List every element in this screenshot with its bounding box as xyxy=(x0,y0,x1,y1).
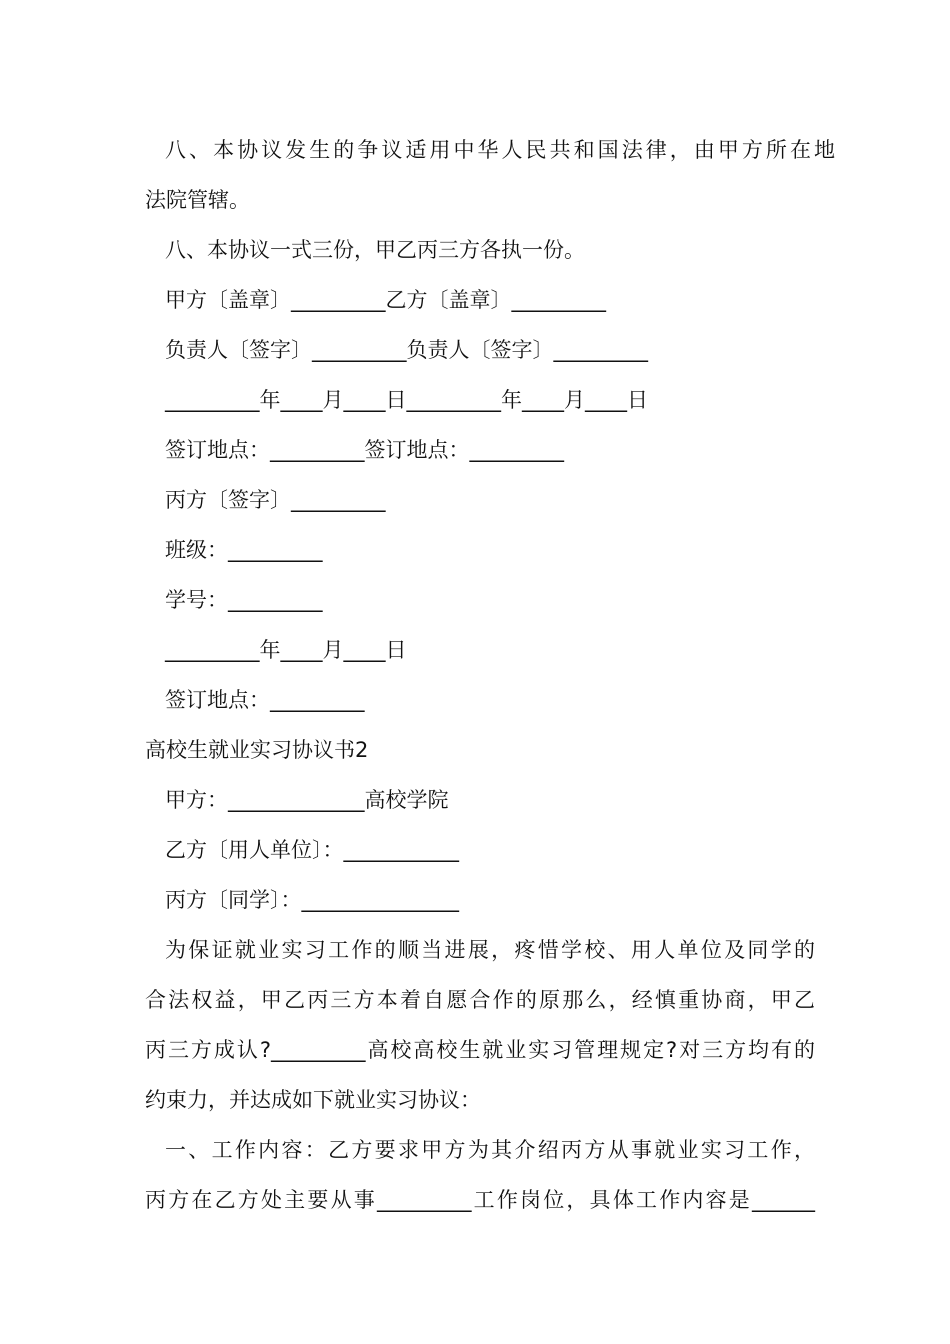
agreement-2-title: 高校生就业实习协议书2 xyxy=(145,738,369,762)
preamble-line-1: 为保证就业实习工作的顺当进展，疼惜学校、用人单位及同学的 xyxy=(165,938,815,962)
date-line-single: _________年____月____日 xyxy=(165,638,407,662)
party-a-b-seal-line: 甲方〔盖章〕_________乙方〔盖章〕_________ xyxy=(165,288,606,312)
student-id-line: 学号：_________ xyxy=(165,588,323,612)
clause-8-dispute-line-2: 法院管辖。 xyxy=(145,188,250,212)
party-b-line: 乙方〔用人单位〕：___________ xyxy=(165,838,459,862)
responsible-person-signature-line: 负责人〔签字〕_________负责人〔签字〕_________ xyxy=(165,338,648,362)
party-c-line: 丙方〔同学〕：_______________ xyxy=(165,888,459,912)
clause-8-copies: 八、本协议一式三份，甲乙丙三方各执一份。 xyxy=(165,238,585,262)
preamble-line-3: 丙三方成认?_________高校高校生就业实习管理规定?对三方均有的 xyxy=(145,1038,815,1062)
preamble-line-4: 约束力，并达成如下就业实习协议： xyxy=(145,1088,481,1112)
party-a-line: 甲方：_____________高校学院 xyxy=(165,788,449,812)
date-line-double: _________年____月____日_________年____月____日 xyxy=(165,388,648,412)
party-c-signature-line: 丙方〔签字〕_________ xyxy=(165,488,386,512)
clause-8-dispute-line-1: 八、本协议发生的争议适用中华人民共和国法律，由甲方所在地 xyxy=(165,138,835,162)
clause-1-line-1: 一、工作内容：乙方要求甲方为其介绍丙方从事就业实习工作， xyxy=(165,1138,815,1162)
preamble-line-2: 合法权益，甲乙丙三方本着自愿合作的原那么，经慎重协商，甲乙 xyxy=(145,988,815,1012)
clause-1-line-2: 丙方在乙方处主要从事_________工作岗位，具体工作内容是______ xyxy=(145,1188,815,1212)
class-line: 班级：_________ xyxy=(165,538,323,562)
signing-place-line: 签订地点：_________ xyxy=(165,688,365,712)
signing-place-line-double: 签订地点：_________签订地点：_________ xyxy=(165,438,564,462)
